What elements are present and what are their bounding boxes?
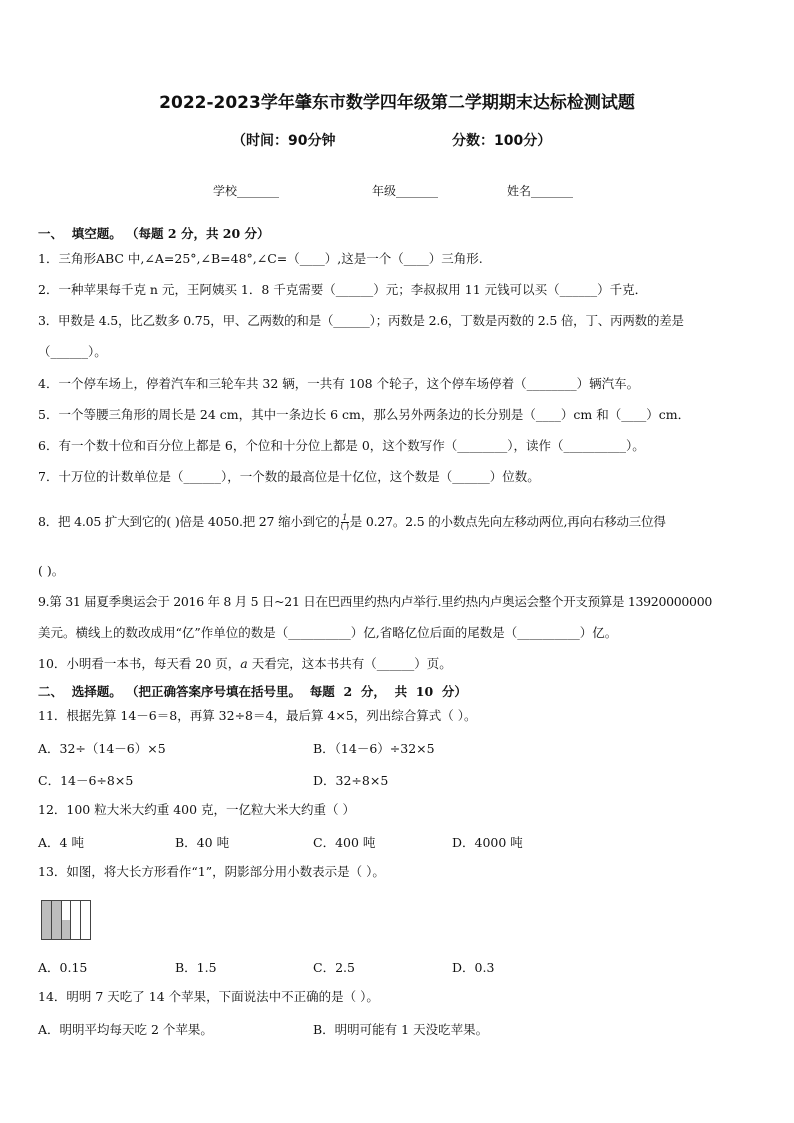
total-score: 分数：100分） — [452, 133, 552, 149]
q13-option-a: A．0.15 — [38, 960, 88, 975]
fraction-denominator: ( ) — [340, 522, 349, 531]
figure-half-shade — [62, 920, 71, 939]
question-8-text-a: 8．把 4.05 扩大到它的( )倍是 4050.把 27 缩小到它的 — [38, 514, 340, 529]
question-14: 14．明明 7 天吃了 14 个苹果，下面说法中不正确的是（ ）。 — [38, 989, 379, 1004]
figure-column-half-shaded — [62, 901, 72, 939]
question-8-text-b: 是 0.27。2.5 的小数点先向左移动两位,再向右移动三位得 — [349, 514, 666, 529]
question-8-line-2: ( )。 — [38, 563, 65, 578]
figure-half-cell — [62, 901, 71, 921]
question-2: 2．一种苹果每千克 n 元，王阿姨买 1．8 千克需要（______）元；李叔叔用 11 元钱可以买（______）千克． — [38, 282, 648, 297]
question-12: 12．100 粒大米大约重 400 克，一亿粒大米大约重（ ） — [38, 802, 356, 817]
q14-option-a: A．明明平均每天吃 2 个苹果。 — [38, 1022, 213, 1037]
question-3-line-1: 3．甲数是 4.5，比乙数多 0.75，甲、乙两数的和是（______）；丙数是 2.6，丁数是丙数的 2.5 倍，丁、丙两数的差是 — [38, 313, 684, 328]
figure-column-shaded — [52, 901, 62, 939]
figure-column-shaded — [42, 901, 52, 939]
name-field: 姓名_______ — [507, 184, 574, 198]
question-9-line-2: 美元。横线上的数改成用“亿”作单位的数是（__________）亿,省略亿位后面的尾数是（__________）亿。 — [38, 625, 618, 640]
exam-title: 2022-2023学年肇东市数学四年级第二学期期末达标检测试题 — [159, 93, 635, 113]
variable-a: a — [240, 656, 248, 671]
question-6: 6．有一个数十位和百分位上都是 6，个位和十分位上都是 0，这个数写作（________），读作（__________）。 — [38, 438, 645, 453]
q13-option-b: B．1.5 — [175, 960, 217, 975]
figure-column — [81, 901, 90, 939]
fraction-one-over-blank — [341, 514, 349, 531]
question-7: 7．十万位的计数单位是（______），一个数的最高位是十亿位，这个数是（______）位数。 — [38, 469, 540, 484]
question-8-line-1 — [38, 514, 666, 531]
question-13: 13．如图，将大长方形看作“1”，阴影部分用小数表示是（ ）。 — [38, 864, 385, 879]
question-5: 5．一个等腰三角形的周长是 24 cm，其中一条边长 6 cm，那么另外两条边的长分别是（____）cm 和（____）cm． — [38, 407, 691, 422]
question-4: 4．一个停车场上，停着汽车和三轮车共 32 辆，一共有 108 个轮子，这个停车场停着（________）辆汽车。 — [38, 376, 640, 391]
q12-option-a: A．4 吨 — [38, 835, 84, 850]
q11-option-b: B．（14－6）÷32×5 — [313, 741, 435, 756]
q14-option-b: B．明明可能有 1 天没吃苹果。 — [313, 1022, 489, 1037]
question-1: 1．三角形ABC 中,∠A=25°,∠B=48°,∠C=（____）,这是一个（____）三角形. — [38, 251, 483, 266]
q11-option-d: D．32÷8×5 — [313, 773, 389, 788]
grade-field: 年级_______ — [372, 184, 439, 198]
q12-option-b: B．40 吨 — [175, 835, 230, 850]
q12-option-c: C．400 吨 — [313, 835, 376, 850]
question-3-line-2: （______）。 — [38, 344, 107, 359]
section-choice-heading: 二、 选择题。 （把正确答案序号填在括号里。 每题 2 分， 共 10 分） — [38, 684, 467, 699]
question-10-text-b: 天看完，这本书共有（______）页。 — [247, 656, 452, 671]
q13-option-d: D．0.3 — [452, 960, 495, 975]
fraction-numerator: 1 — [342, 513, 348, 522]
q11-option-c: C．14－6÷8×5 — [38, 773, 134, 788]
rectangle-shading-figure — [41, 900, 91, 940]
q12-option-d: D．4000 吨 — [452, 835, 523, 850]
question-11: 11．根据先算 14－6＝8，再算 32÷8＝4，最后算 4×5，列出综合算式（ ）。 — [38, 708, 477, 723]
question-10-text-a: 10．小明看一本书，每天看 20 页， — [38, 656, 241, 671]
question-9-line-1: 9.第 31 届夏季奥运会于 2016 年 8 月 5 日~21 日在巴西里约热内卢举行.里约热内卢奥运会整个开支预算是 13920000000 — [38, 594, 713, 609]
q11-option-a: A．32÷（14－6）×5 — [38, 741, 166, 756]
section-fill-in-heading: 一、 填空题。 （每题 2 分，共 20 分） — [38, 226, 270, 241]
figure-column — [71, 901, 81, 939]
time-limit: （时间：90分钟 — [232, 133, 336, 149]
school-field: 学校_______ — [213, 184, 280, 198]
q13-option-c: C．2.5 — [313, 960, 355, 975]
question-10 — [38, 656, 452, 672]
